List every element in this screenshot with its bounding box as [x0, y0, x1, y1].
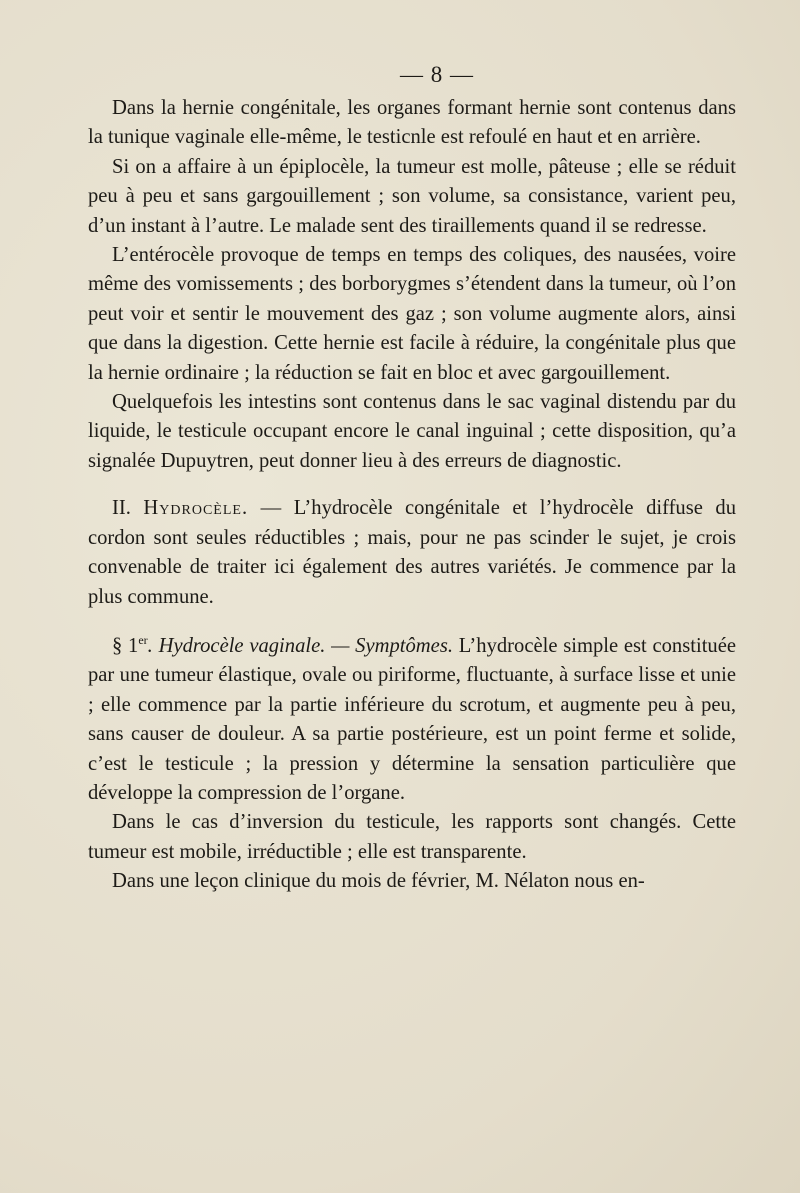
section-heading: Hydrocèle. [143, 497, 249, 520]
document-page [88, 62, 736, 897]
section-text: L’hydrocèle simple est constituée par une tumeur élastique, ovale ou piriforme, fluctuante, à surface lisse et unie ; elle commence par la partie inférieure du scrotum, et augmente peu à peu, sans causer de douleur. A sa partie postérieure, est un point ferme et solide, c’est le testicule ; la pression y détermine la sensation particulière que développe la compression de l’organe. [88, 634, 736, 804]
section-superscript: er [138, 633, 148, 648]
section-mark: § 1 [112, 634, 139, 657]
section-heading-italic: . Hydrocèle vaginale. — Symptômes. [147, 634, 453, 657]
paragraph-enterocele: L’entérocèle provoque de temps en temps des coliques, des nausées, voire même des vomissements ; des borborygmes s’étendent dans la tumeur, où l’on peut voir et sentir le mouvement des gaz ; son volume augmente alors, ainsi que dans la digestion. Cette hernie est facile à réduire, la congénitale plus que la hernie ordinaire ; la réduction se fait en bloc et avec gargouillement. [88, 244, 736, 384]
page-number: — 8 — [400, 62, 474, 87]
paragraph-congenital-hernia: Dans la hernie congénitale, les organes formant hernie sont contenus dans la tunique vaginale elle-même, le testicnle est refoulé en haut et en arrière. [88, 97, 736, 149]
paragraph-epiplocele: Si on a affaire à un épiplocèle, la tumeur est molle, pâteuse ; elle se réduit peu à peu et sans gargouillement ; son volume, sa consistance, varient peu, d’un instant à l’autre. Le malade sent des tiraillements quand il se redresse. [88, 155, 736, 237]
section-vaginal-hydrocele [88, 632, 736, 808]
paragraph-clinical-lesson: Dans une leçon clinique du mois de février, M. Nélaton nous en- [112, 870, 645, 893]
section-number: II. [112, 497, 131, 520]
paragraph-intestines-vaginal-sac: Quelquefois les intestins sont contenus dans le sac vaginal distendu par du liquide, le testicule occupant encore le canal inguinal ; cette disposition, qu’a signalée Dupuytren, peut donner lieu à des erreurs de diagnostic. [88, 391, 736, 472]
paragraph-testicle-inversion: Dans le cas d’inversion du testicule, les rapports sont changés. Cette tumeur est mobile, irréductible ; elle est transparente. [88, 811, 736, 863]
section-hydrocele [88, 494, 736, 612]
section-text: — L’hydrocèle congénitale et l’hydrocèle diffuse du cordon sont seules réductibles ; mais, pour ne pas scinder le sujet, je crois convenable de traiter ici également des autres variétés. Je commence par la plus commune. [88, 497, 736, 608]
